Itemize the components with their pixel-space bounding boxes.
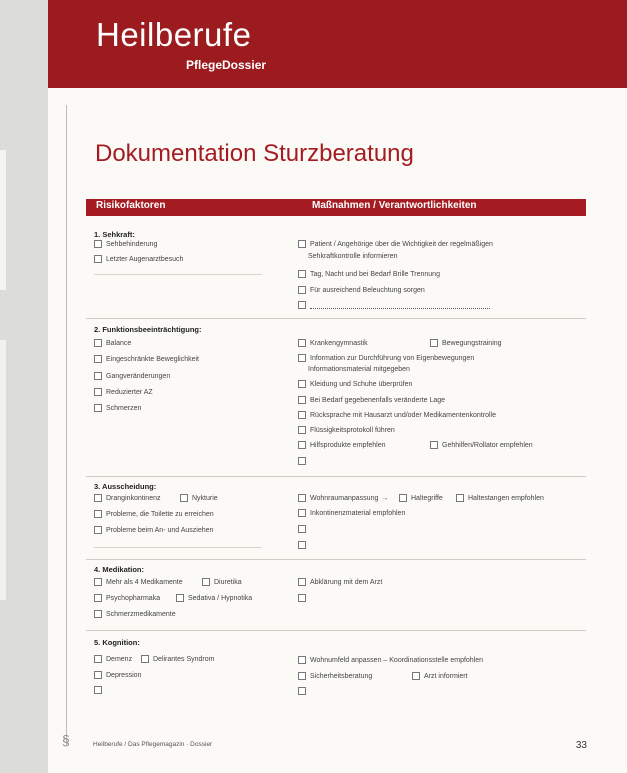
checkbox-icon[interactable] <box>298 687 306 695</box>
checkbox-icon[interactable] <box>298 494 306 502</box>
brand-subtitle: PflegeDossier <box>186 58 267 72</box>
checkbox-item[interactable]: Krankengymnastik <box>298 339 368 347</box>
checkbox-icon[interactable] <box>298 541 306 549</box>
section-title: 1. Sehkraft: <box>94 230 135 239</box>
checkbox-icon[interactable] <box>298 672 306 680</box>
checkbox-icon[interactable] <box>94 594 102 602</box>
checkbox-icon[interactable] <box>430 339 438 347</box>
checkbox-icon[interactable] <box>298 270 306 278</box>
checkbox-item[interactable]: Nykturie <box>180 494 218 502</box>
checkbox-icon[interactable] <box>298 339 306 347</box>
checkbox-item[interactable]: Wohnumfeld anpassen – Koordinationsstelle empfohlen <box>298 656 483 664</box>
checkbox-icon[interactable] <box>298 301 306 309</box>
checkbox-icon[interactable] <box>298 354 306 362</box>
adjacent-page-edge <box>0 0 48 773</box>
checkbox-icon[interactable] <box>298 240 306 248</box>
blank-field[interactable] <box>310 302 490 309</box>
page-title: Dokumentation Sturzberatung <box>95 140 414 167</box>
checkbox-icon[interactable] <box>298 525 306 533</box>
checkbox-icon[interactable] <box>298 441 306 449</box>
section-title: 2. Funktionsbeeinträchtigung: <box>94 325 202 334</box>
section-divider <box>86 318 586 319</box>
checkbox-icon[interactable] <box>180 494 188 502</box>
checkbox-item[interactable]: Wohnraumanpassung → <box>298 494 388 502</box>
checkbox-item[interactable]: Bewegungstraining <box>430 339 502 347</box>
checkbox-item[interactable]: Reduzierter AZ <box>94 388 153 396</box>
checkbox-icon[interactable] <box>430 441 438 449</box>
checkbox-item[interactable]: Haltestangen empfohlen <box>456 494 544 502</box>
header-measures: Maßnahmen / Verantwortlichkeiten <box>312 200 477 211</box>
page-number: 33 <box>575 740 587 751</box>
checkbox-icon[interactable] <box>202 578 210 586</box>
checkbox-icon[interactable] <box>94 578 102 586</box>
checkbox-item-blank[interactable] <box>298 594 310 602</box>
checkbox-item[interactable]: Eingeschränkte Beweglichkeit <box>94 355 199 363</box>
checkbox-item[interactable]: Gehhilfen/Rollator empfehlen <box>430 441 533 449</box>
table-header <box>86 199 586 216</box>
header-risk-factors: Risikofaktoren <box>96 200 166 211</box>
checkbox-item[interactable]: Bei Bedarf gegebenenfalls veränderte Lage <box>298 396 445 404</box>
checkbox-icon[interactable] <box>298 380 306 388</box>
checkbox-item[interactable]: Haltegriffe <box>399 494 443 502</box>
checkbox-item-blank[interactable] <box>298 541 310 549</box>
checkbox-item-blank[interactable] <box>94 686 106 694</box>
checkbox-icon[interactable] <box>298 426 306 434</box>
checkbox-item[interactable]: Gangveränderungen <box>94 372 170 380</box>
section-title: 5. Kognition: <box>94 638 140 647</box>
checkbox-item[interactable]: Sicherheitsberatung <box>298 672 372 680</box>
checkbox-item-blank[interactable] <box>298 687 310 695</box>
checkbox-icon[interactable] <box>176 594 184 602</box>
section-divider <box>86 559 586 560</box>
checkbox-icon[interactable] <box>298 396 306 404</box>
checkbox-item[interactable]: Arzt informiert <box>412 672 468 680</box>
document-page <box>48 0 627 773</box>
checkbox-item-blank[interactable] <box>298 301 490 309</box>
checkbox-item[interactable]: Kleidung und Schuhe überprüfen <box>298 380 412 388</box>
checkbox-icon[interactable] <box>141 655 149 663</box>
checkbox-item[interactable]: Schmerzen <box>94 404 141 412</box>
checkbox-item[interactable]: Probleme, die Toilette zu erreichen <box>94 510 214 518</box>
checkbox-icon[interactable] <box>94 686 102 694</box>
checkbox-icon[interactable] <box>94 610 102 618</box>
checkbox-icon[interactable] <box>298 656 306 664</box>
checkbox-item[interactable]: Rücksprache mit Hausarzt und/oder Medikamentenkontrolle <box>298 411 496 419</box>
checkbox-icon[interactable] <box>94 240 102 248</box>
checkbox-item[interactable]: Dranginkontinenz <box>94 494 160 502</box>
checkbox-icon[interactable] <box>298 578 306 586</box>
checkbox-item[interactable]: Psychopharmaka <box>94 594 160 602</box>
checkbox-icon[interactable] <box>94 671 102 679</box>
section-title: 4. Medikation: <box>94 565 145 574</box>
continuation-text: Informationsmaterial mitgegeben <box>308 366 410 373</box>
checkbox-item[interactable]: Flüssigkeitsprotokoll führen <box>298 426 395 434</box>
brand-title: Heilberufe <box>96 16 252 53</box>
checkbox-icon[interactable] <box>94 372 102 380</box>
checkbox-item-blank[interactable] <box>298 525 310 533</box>
checkbox-icon[interactable] <box>456 494 464 502</box>
checkbox-item-blank[interactable] <box>298 457 310 465</box>
checkbox-icon[interactable] <box>412 672 420 680</box>
checkbox-item[interactable]: Depression <box>94 671 141 679</box>
checkbox-item[interactable]: Letzter Augenarztbesuch <box>94 255 183 263</box>
footer-text: Heilberufe / Das Pflegemagazin · Dossier <box>93 741 213 748</box>
checkbox-item[interactable]: Hilfsprodukte empfehlen <box>298 441 386 449</box>
section-divider <box>86 476 586 477</box>
arrow-icon: → <box>381 494 389 502</box>
checkbox-icon[interactable] <box>94 655 102 663</box>
checkbox-item[interactable]: Inkontinenzmaterial empfohlen <box>298 509 405 517</box>
page-edge-strip <box>0 340 6 600</box>
checkbox-item[interactable]: Delirantes Syndrom <box>141 655 214 663</box>
checkbox-item[interactable]: Patient / Angehörige über die Wichtigkeit der regelmäßigen <box>298 240 493 248</box>
checkbox-item[interactable]: Balance <box>94 339 131 347</box>
margin-line <box>66 105 67 745</box>
checkbox-item[interactable]: Tag, Nacht und bei Bedarf Brille Trennung <box>298 270 440 278</box>
checkbox-icon[interactable] <box>94 510 102 518</box>
checkbox-icon[interactable] <box>298 286 306 294</box>
checkbox-icon[interactable] <box>298 411 306 419</box>
checkbox-item[interactable]: Schmerzmedikamente <box>94 610 176 618</box>
checkbox-icon[interactable] <box>94 404 102 412</box>
checkbox-item[interactable]: Abklärung mit dem Arzt <box>298 578 382 586</box>
checkbox-icon[interactable] <box>94 526 102 534</box>
checkbox-item[interactable]: Demenz <box>94 655 132 663</box>
checkbox-icon[interactable] <box>94 388 102 396</box>
section-title: 3. Ausscheidung: <box>94 482 157 491</box>
checkbox-item[interactable]: Information zur Durchführung von Eigenbewegungen <box>298 354 474 362</box>
checkbox-item[interactable]: Diuretika <box>202 578 242 586</box>
checkbox-icon[interactable] <box>94 255 102 263</box>
continuation-text: Sehkraftkontrolle informieren <box>308 253 398 260</box>
checkbox-icon[interactable] <box>298 594 306 602</box>
checkbox-icon[interactable] <box>94 355 102 363</box>
checkbox-icon[interactable] <box>94 494 102 502</box>
checkbox-item[interactable]: Mehr als 4 Medikamente <box>94 578 183 586</box>
checkbox-icon[interactable] <box>399 494 407 502</box>
header-banner <box>48 0 627 88</box>
ornament-icon: § <box>62 732 70 748</box>
checkbox-icon[interactable] <box>298 509 306 517</box>
checkbox-item[interactable]: Sedativa / Hypnotika <box>176 594 252 602</box>
checkbox-item[interactable]: Sehbehinderung <box>94 240 157 248</box>
checkbox-icon[interactable] <box>298 457 306 465</box>
page-edge-strip <box>0 150 6 290</box>
checkbox-icon[interactable] <box>94 339 102 347</box>
section-divider <box>86 630 586 631</box>
checkbox-item[interactable]: Für ausreichend Beleuchtung sorgen <box>298 286 425 294</box>
checkbox-item[interactable]: Probleme beim An- und Ausziehen <box>94 526 213 534</box>
